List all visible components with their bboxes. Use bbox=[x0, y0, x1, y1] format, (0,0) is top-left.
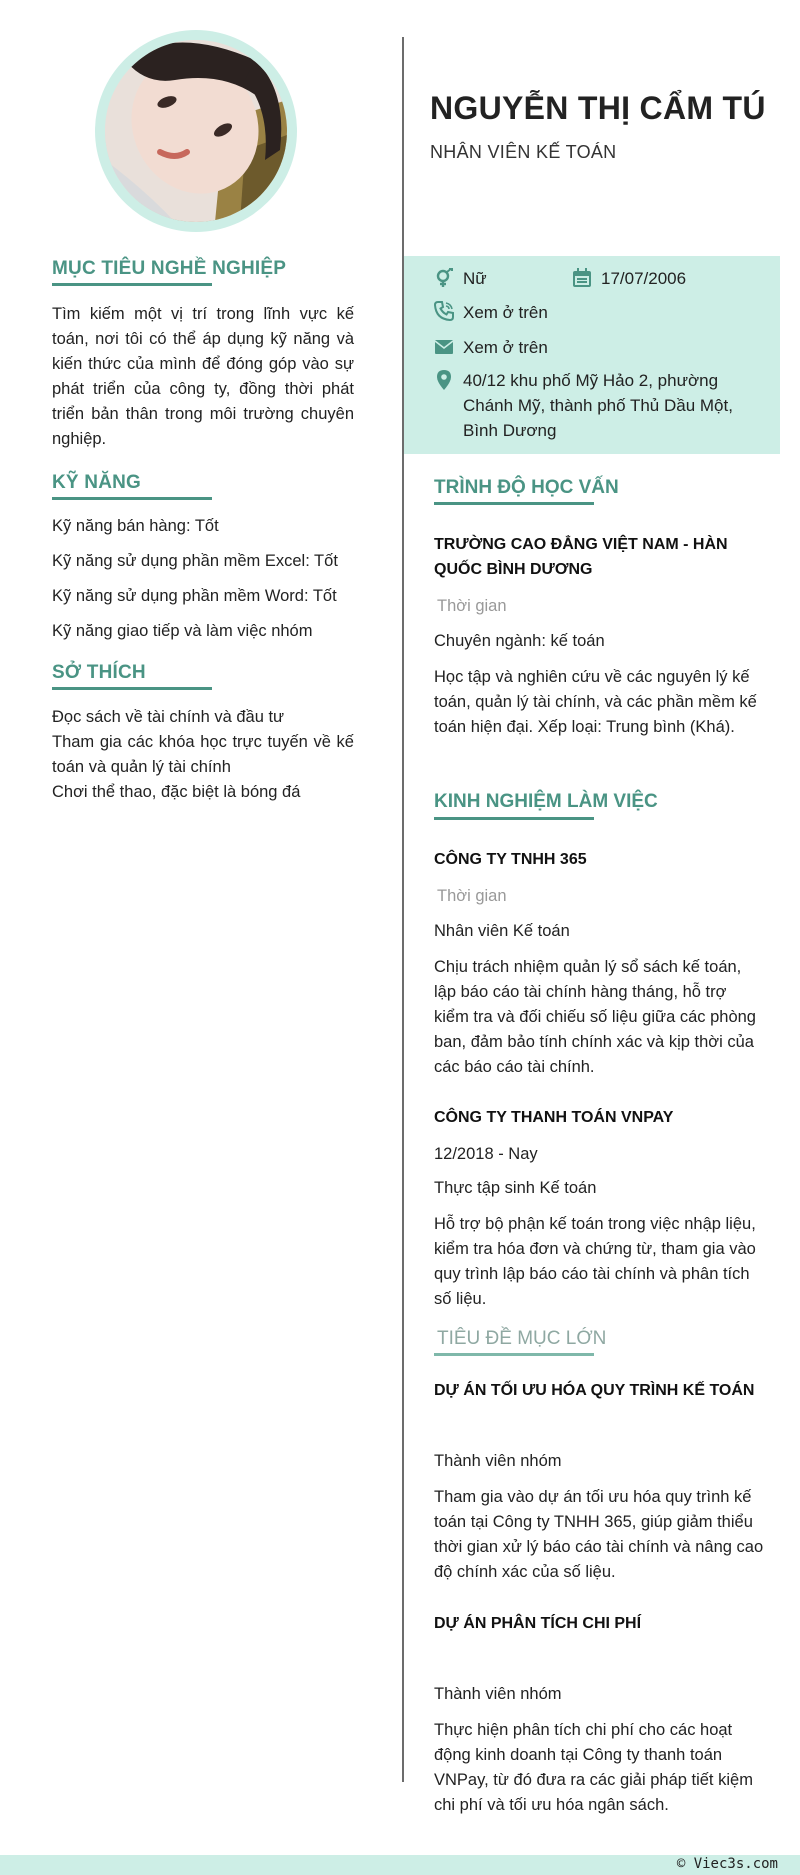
job-position: Thực tập sinh Kế toán bbox=[434, 1179, 597, 1197]
job-description: Chịu trách nhiệm quản lý sổ sách kế toán, lập báo cáo tài chính hàng tháng, hỗ trợ kiểm tra và đối chiếu số liệu giữa các phòng ban, đảm bảo tính chính xác và kịp thời của các báo cáo tài chính. bbox=[434, 958, 756, 1076]
candidate-name: NGUYỄN THỊ CẨM TÚ bbox=[430, 90, 766, 126]
project-role: Thành viên nhóm bbox=[434, 1685, 562, 1703]
hobby-item: Tham gia các khóa học trực tuyến về kế toán và quản lý tài chính bbox=[52, 733, 354, 776]
hobbies-title: SỞ THÍCH bbox=[52, 662, 146, 683]
phone-value: Xem ở trên bbox=[463, 303, 548, 322]
skill-item: Kỹ năng giao tiếp và làm việc nhóm bbox=[52, 622, 313, 640]
project-description: Thực hiện phân tích chi phí cho các hoạt động kinh doanh tại Công ty thanh toán VNPay, từ đó đưa ra các giải pháp tiết kiệm chi phí và tối ưu hóa ngân sách. bbox=[434, 1721, 753, 1814]
avatar-frame bbox=[95, 30, 297, 232]
avatar-illustration bbox=[105, 40, 287, 222]
objective-text: Tìm kiếm một vị trí trong lĩnh vực kế toán, nơi tôi có thể áp dụng kỹ năng và kiến thức của mình để đóng góp vào sự phát triển của công ty, đồng thời phát triển bản thân trong môi trường chuyên nghiệp. bbox=[52, 305, 354, 448]
footer-bar bbox=[0, 1855, 800, 1875]
skills-underline bbox=[52, 497, 212, 500]
birthdate-value: 17/07/2006 bbox=[601, 269, 687, 288]
candidate-role: NHÂN VIÊN KẾ TOÁN bbox=[430, 142, 617, 162]
hobby-item: Đọc sách về tài chính và đầu tư bbox=[52, 708, 285, 726]
skill-item: Kỹ năng sử dụng phần mềm Word: Tốt bbox=[52, 587, 337, 605]
skill-item: Kỹ năng sử dụng phần mềm Excel: Tốt bbox=[52, 552, 338, 570]
job-time: Thời gian bbox=[437, 887, 507, 905]
hobbies-underline bbox=[52, 687, 212, 690]
job-company: CÔNG TY TNHH 365 bbox=[434, 851, 587, 868]
education-major: Chuyên ngành: kế toán bbox=[434, 632, 605, 650]
hobby-item: Chơi thể thao, đặc biệt là bóng đá bbox=[52, 783, 301, 801]
experience-title: KINH NGHIỆM LÀM VIỆC bbox=[434, 791, 658, 812]
job-company: CÔNG TY THANH TOÁN VNPAY bbox=[434, 1109, 674, 1126]
footer-watermark: © Viec3s.com bbox=[676, 1856, 778, 1872]
school-name: TRƯỜNG CAO ĐẲNG VIỆT NAM - HÀN QUỐC BÌNH DƯƠNG bbox=[434, 536, 728, 578]
job-description: Hỗ trợ bộ phận kế toán trong việc nhập liệu, kiểm tra hóa đơn và chứng từ, tham gia vào quy trình lập báo cáo tài chính và phân tích số liệu. bbox=[434, 1215, 756, 1308]
education-description: Học tập và nghiên cứu về các nguyên lý kế toán, quản lý tài chính, và các phần mềm kế toán hiện đại. Xếp loại: Trung bình (Khá). bbox=[434, 668, 757, 736]
gender-icon bbox=[434, 268, 454, 288]
projects-title: TIÊU ĐỀ MỤC LỚN bbox=[437, 1328, 607, 1349]
project-name: DỰ ÁN TỐI ƯU HÓA QUY TRÌNH KẾ TOÁN bbox=[434, 1382, 755, 1399]
job-time: 12/2018 - Nay bbox=[434, 1145, 538, 1163]
calendar-icon bbox=[572, 268, 592, 288]
objective-underline bbox=[52, 283, 212, 286]
avatar-photo bbox=[105, 40, 287, 222]
education-title: TRÌNH ĐỘ HỌC VẤN bbox=[434, 477, 619, 498]
skill-item: Kỹ năng bán hàng: Tốt bbox=[52, 517, 219, 535]
email-value: Xem ở trên bbox=[463, 338, 548, 357]
education-underline bbox=[434, 502, 594, 505]
job-position: Nhân viên Kế toán bbox=[434, 922, 570, 940]
experience-underline bbox=[434, 817, 594, 820]
address-value: 40/12 khu phố Mỹ Hảo 2, phường Chánh Mỹ, thành phố Thủ Dầu Một, Bình Dương bbox=[463, 371, 733, 440]
email-icon bbox=[434, 337, 454, 357]
objective-title: MỤC TIÊU NGHỀ NGHIỆP bbox=[52, 258, 287, 279]
project-role: Thành viên nhóm bbox=[434, 1452, 562, 1470]
education-time: Thời gian bbox=[437, 597, 507, 615]
project-name: DỰ ÁN PHÂN TÍCH CHI PHÍ bbox=[434, 1615, 642, 1632]
project-description: Tham gia vào dự án tối ưu hóa quy trình kế toán tại Công ty TNHH 365, giúp giảm thiểu thời gian xử lý báo cáo tài chính và nâng cao độ chính xác của số liệu. bbox=[434, 1488, 764, 1581]
skills-title: KỸ NĂNG bbox=[52, 472, 142, 493]
projects-underline bbox=[434, 1353, 594, 1356]
gender-value: Nữ bbox=[463, 269, 487, 288]
phone-icon bbox=[434, 301, 454, 321]
location-icon bbox=[434, 370, 454, 390]
